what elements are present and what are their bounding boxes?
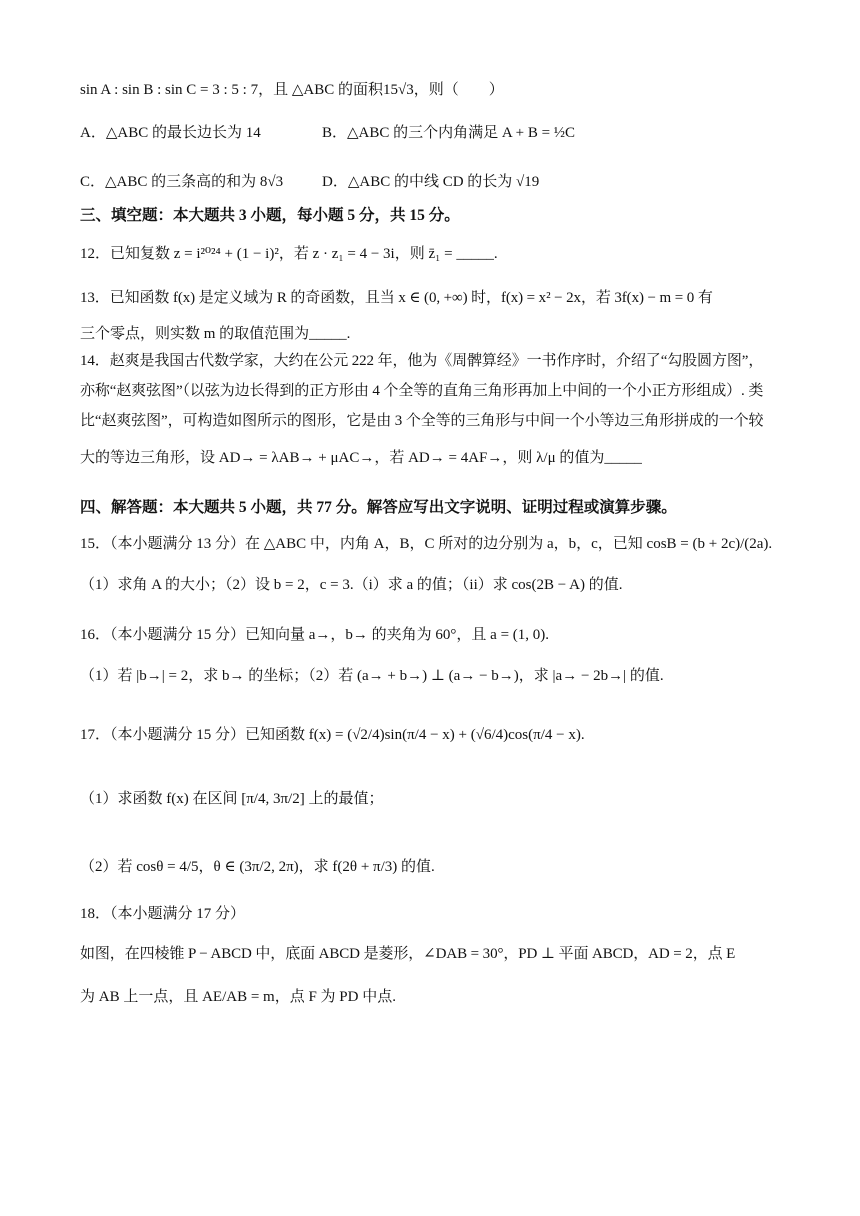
q11-option-d: D．△ABC 的中线 CD 的长为 √19 <box>322 174 540 190</box>
q18-line-1: 18．（本小题满分 17 分） <box>80 906 246 922</box>
section4-heading: 四、解答题：本大题共 5 小题，共 77 分。解答应写出文字说明、证明过程或演算步骤。 <box>80 499 677 516</box>
q14-line-1: 14．赵爽是我国古代数学家，大约在公元 222 年，他为《周髀算经》一书作序时，介绍了“勾股圆方图”， <box>80 353 764 369</box>
q11-option-b: B．△ABC 的三个内角满足 A + B = ½C <box>322 125 576 141</box>
q13-line-2: 三个零点，则实数 m 的取值范围为_____. <box>80 326 351 342</box>
q14-line-4: 大的等边三角形，设 AD→ = λAB→ + μAC→，若 AD→ = 4AF→，则 λ/μ 的值为_____ <box>80 450 642 466</box>
q11-option-a: A．△ABC 的最长边长为 14 <box>80 125 261 141</box>
q15-line-1: 15．（本小题满分 13 分）在 △ABC 中，内角 A，B，C 所对的边分别为 a，b，c，已知 cosB = (b + 2c)/(2a). <box>80 536 773 552</box>
q13-line-1: 13．已知函数 f(x) 是定义域为 R 的奇函数，且当 x ∈ (0, +∞) 时，f(x) = x² − 2x，若 3f(x) − m = 0 有 <box>80 290 713 306</box>
q17-line-2: （1）求函数 f(x) 在区间 [π/4, 3π/2] 上的最值； <box>80 791 384 807</box>
q15-line-2: （1）求角 A 的大小；（2）设 b = 2，c = 3.（i）求 a 的值；（ii）求 cos(2B − A) 的值. <box>80 577 623 593</box>
q17-line-3: （2）若 cosθ = 4/5，θ ∈ (3π/2, 2π)，求 f(2θ + π/3) 的值. <box>80 859 435 875</box>
q14-line-3: 比“赵爽弦图”，可构造如图所示的图形，它是由 3 个全等的三角形与中间一个小等边三角形拼成的一个较 <box>80 413 764 429</box>
q14-line-2: 亦称“赵爽弦图”（以弦为边长得到的正方形由 4 个全等的直角三角形再加上中间的一个小正方形组成）. 类 <box>80 383 764 399</box>
q11-stem: sin A : sin B : sin C = 3 : 5 : 7，且 △ABC 的面积15√3，则（ ） <box>80 82 504 98</box>
q18-line-3: 为 AB 上一点，且 AE/AB = m，点 F 为 PD 中点. <box>80 989 396 1005</box>
q17-line-1: 17．（本小题满分 15 分）已知函数 f(x) = (√2/4)sin(π/4 − x) + (√6/4)cos(π/4 − x). <box>80 727 585 743</box>
q16-line-1: 16．（本小题满分 15 分）已知向量 a→，b→ 的夹角为 60°，且 a = (1, 0). <box>80 627 550 643</box>
q16-line-2: （1）若 |b→| = 2，求 b→ 的坐标；（2）若 (a→ + b→) ⊥ (a→ − b→)，求 |a→ − 2b→| 的值. <box>80 668 664 684</box>
q11-option-c: C．△ABC 的三条高的和为 8√3 <box>80 174 284 190</box>
q12-text: 12．已知复数 z = i²⁰²⁴ + (1 − i)²，若 z · z₁ = 4 − 3i，则 z̄₁ = _____. <box>80 246 498 262</box>
q18-line-2: 如图，在四棱锥 P − ABCD 中，底面 ABCD 是菱形，∠DAB = 30°，PD ⊥ 平面 ABCD，AD = 2，点 E <box>80 946 736 962</box>
section3-heading: 三、填空题：本大题共 3 小题，每小题 5 分，共 15 分。 <box>80 207 460 224</box>
